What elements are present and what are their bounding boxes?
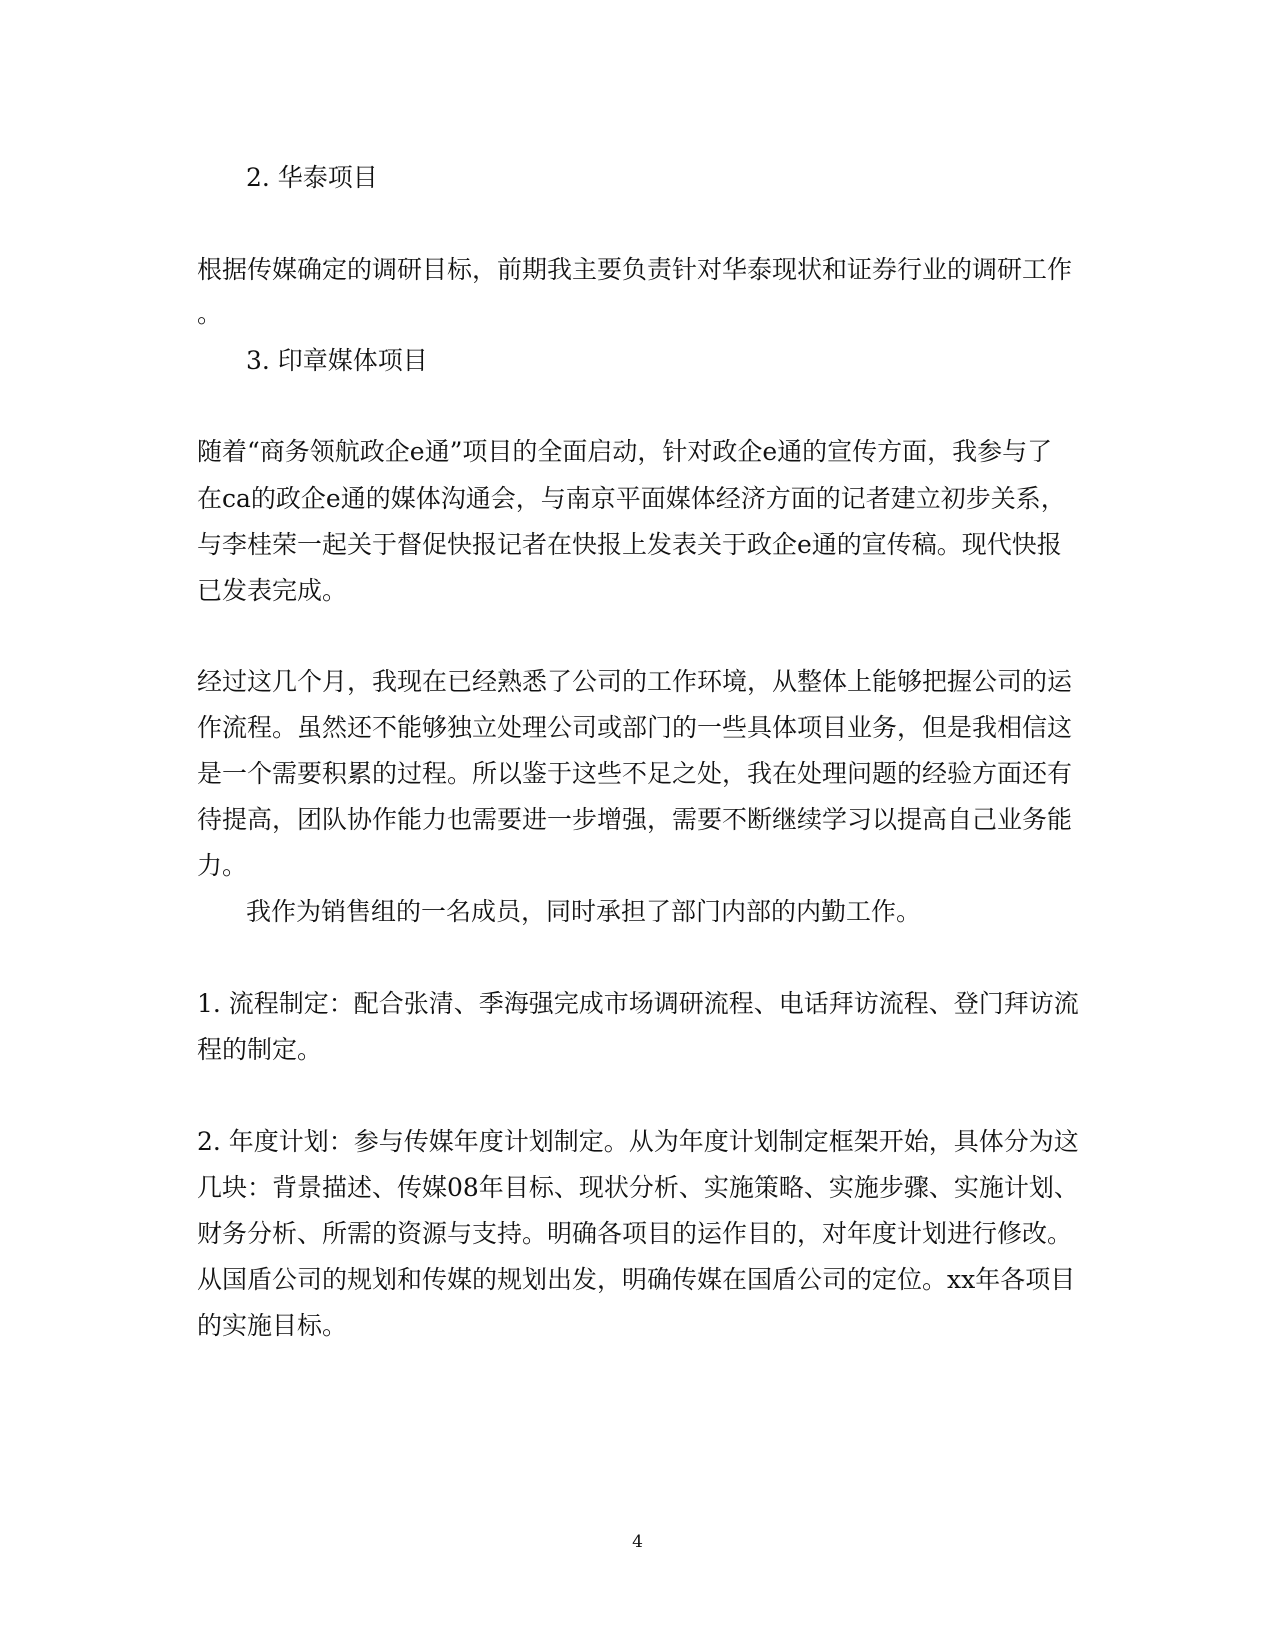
paragraph-line: 力。	[197, 851, 248, 880]
list-item-annual-plan-continued: 财务分析、所需的资源与支持。明确各项目的运作目的，对年度计划进行修改。	[197, 1219, 1073, 1248]
list-item-annual-plan-continued: 从国盾公司的规划和传媒的规划出发，明确传媒在国盾公司的定位。xx年各项目	[197, 1265, 1076, 1294]
paragraph-line: 我作为销售组的一名成员，同时承担了部门内部的内勤工作。	[246, 897, 922, 926]
paragraph-line: 经过这几个月，我现在已经熟悉了公司的工作环境，从整体上能够把握公司的运	[197, 667, 1073, 696]
paragraph-line: 根据传媒确定的调研目标，前期我主要负责针对华泰现状和证券行业的调研工作	[197, 255, 1073, 284]
paragraph-line: 与李桂荣一起关于督促快报记者在快报上发表关于政企e通的宣传稿。现代快报	[197, 530, 1062, 559]
list-item-annual-plan-continued: 的实施目标。	[197, 1311, 348, 1340]
paragraph-line: 已发表完成。	[197, 576, 348, 605]
list-item-annual-plan-continued: 几块：背景描述、传媒08年目标、现状分析、实施策略、实施步骤、实施计划、	[197, 1173, 1079, 1202]
paragraph-line: 随着“商务领航政企e通”项目的全面启动，针对政企e通的宣传方面，我参与了	[197, 437, 1053, 466]
paragraph-line: 。	[197, 299, 223, 328]
paragraph-line: 在ca的政企e通的媒体沟通会，与南京平面媒体经济方面的记者建立初步关系，	[197, 484, 1066, 513]
paragraph-line: 是一个需要积累的过程。所以鉴于这些不足之处，我在处理问题的经验方面还有	[197, 759, 1073, 788]
list-item-process-continued: 程的制定。	[197, 1035, 323, 1064]
page-number: 4	[632, 1532, 643, 1552]
paragraph-line: 作流程。虽然还不能够独立处理公司或部门的一些具体项目业务，但是我相信这	[197, 713, 1073, 742]
heading-huatai-project: 2. 华泰项目	[246, 163, 378, 192]
list-item-annual-plan: 2. 年度计划：参与传媒年度计划制定。从为年度计划制定框架开始，具体分为这	[197, 1127, 1079, 1156]
heading-seal-media-project: 3. 印章媒体项目	[246, 346, 428, 375]
paragraph-line: 待提高，团队协作能力也需要进一步增强，需要不断继续学习以提高自己业务能	[197, 805, 1073, 834]
list-item-process: 1. 流程制定：配合张清、季海强完成市场调研流程、电话拜访流程、登门拜访流	[197, 989, 1079, 1018]
